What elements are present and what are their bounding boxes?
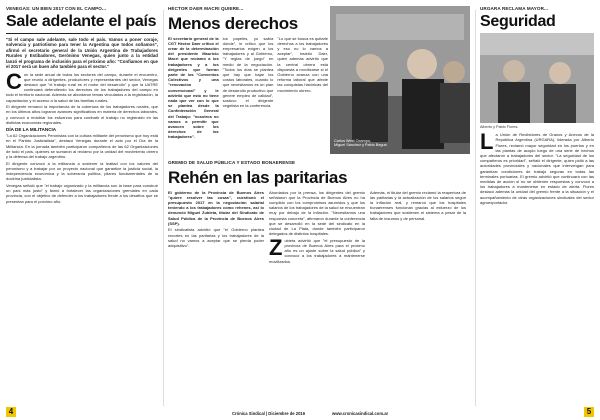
page-number-right: 5: [584, 407, 594, 417]
middle-top-col-1: El secretario general de la CGT Héctor Daer criticó el crear de la determinación del presidente Mauricio Macri que reclamó a los trabajadores y a los dirigentes que fueran parte de los "Convenios Colectivos y una "renovación convencional" y le advirtió que esto no tiene nada que ver con lo que se plantea desde la Confederación General del Trabajo: "nosotros no vamos a permitir que avancen sobre los derechos de los trabajadores".: [168, 35, 219, 140]
daer-photo-graphic: [330, 6, 470, 154]
left-rule: [6, 33, 158, 34]
middle-top-col-3: "Lo que se busca es quitarle derechos a los trabajadores y eso no lo vamos a aceptar", insistió Daer, quien además advirtió que la central obrera está dispuesta a movilizarse si el Gobierno avanza con una reforma laboral que afecte las conquistas históricas del movimiento obrero.: [277, 35, 328, 93]
daer-photo: [330, 6, 470, 154]
middle-bottom-col-1b-text: El sindicalista advirtió que "el Gobierno plantea recortes en las paritarias y los trabajadores de la salud no vamos a aceptar que se pierda poder adquisitivo".: [168, 227, 264, 249]
middle-bottom-kicker: GREMIO DE SALUD PÚBLICA Y ESTADO BONAERENSE: [168, 160, 296, 165]
middle-bottom-col-2b: Zubieta advirtió que "el presupuesto de la provincia de Buenos Aires para el próximo año es un ajuste sobre la salud pública" y convocó a los trabajadores a mantenerse movilizados.: [269, 234, 365, 264]
left-article: [6, 6, 158, 412]
right-dropcap: L: [480, 129, 494, 155]
left-lead: "Si el campo sale adelante, sale todo el país. Vamos a poner coraje, solvencia y patriotismo para tener la Argentina que todos soñamos", afirmó el secretario general de la Unión Argentina de Trabajadores Rurales y Estibadores, Gerónimo Venegas, quien junto a la entidad lanzó el programa de inclusión para el próximo año: "Confiamos en que el 2017 será un buen año también para el sector.": [6, 36, 158, 70]
left-body-2: El dirigente remarcó la importancia de la cobertura de los trabajadores rurales, que en los últimos años lograron avances significativos en materia de derechos laborales, y convocó a redoblar los esfuerzos para combatir el trabajo no registrado en las distintas economías regionales.: [6, 104, 158, 125]
middle-bottom-col-2-text: Abordados por la prensa, los dirigentes del gremio señalaron que la Provincia de Buenos Aires no ha cumplido con los compromisos asumidos y que los salarios de los trabajadores de la salud se encuentran muy por debajo de la inflación. "Necesitamos una respuesta concreta", afirmaron durante la conferencia que se desarrolló en la sede del sindicato en la ciudad de La Plata, donde también participaron delegados de distintos hospitales.: [269, 189, 365, 237]
right-headline: Seguridad: [480, 12, 556, 30]
right-body: La Unión de Recibidores de Granos y Anexos de la República Argentina (URGARA), liderada por Alberto Flores, reclamó mayor seguridad en los puertos y en las plantas de acopio luego de una serie de hechos que afectaron a trabajadores del sector. "La seguridad de los compañeros es prioridad", señaló el dirigente, quien pidió a las autoridades provinciales y nacionales que intervengan para garantizar condiciones de trabajo seguras en todas las terminales portuarias. El gremio advirtió que continuará con las medidas de acción si no se obtienen respuestas y convocó a los trabajadores a mantenerse en estado de alerta. Flores destacó además la unidad del gremio frente a la situación y el acompañamiento de otras organizaciones sindicales del sector agroexportador.: [480, 129, 594, 205]
photo-caption: [334, 139, 388, 148]
right-caption: Alberto y Pablo Flores.: [480, 124, 519, 129]
middle-top-kicker: HÉCTOR DAER MACRI QUIERE...: [168, 6, 244, 11]
middle-bottom-col-1-text: El gobierno de la Provincia de Buenos Aires "quiere resolver las cosas", cuestionó el presupuesto 2017 en la negociación salarial teniendo a los trabajadores como rehenes, así lo denunció Miguel Zubieta, titular del Sindicato de Salud Pública de la Provincia de Buenos Aires (SSP).: [168, 189, 264, 226]
footer-publication: Crónica Sindical | Diciembre de 2016: [232, 411, 306, 416]
left-dropcap: C: [6, 68, 22, 94]
middle-top-col-2: los papeles, yo sabía dónde", le criticó que los empresarios exigen a los trabajadores y al Gobierno, "Y reglas de juego" en medio de la negociación. "Todos los días se plantea que hay que bajar los costos laborales, cuando lo que necesitamos es un plan de desarrollo productivo que genere empleo de calidad", sostuvo el dirigente cegetista en la conferencia.: [222, 35, 274, 109]
right-article: [480, 6, 594, 406]
middle-bottom-article: [168, 160, 470, 410]
middle-bottom-col-1: [168, 190, 264, 266]
left-headline: Sale adelante el país: [6, 12, 157, 30]
page-number-left: 4: [6, 407, 16, 417]
flores-photo: [480, 33, 594, 123]
divider-left: [163, 10, 164, 406]
middle-top-headline: Menos derechos: [168, 13, 298, 33]
footer: [0, 406, 600, 420]
middle-bottom-col-3-text: Además, el titular del gremio reclamó la reapertura de las paritarias y la actualización de los salarios según la inflación real, y remarcó que los hospitales bonaerenses funcionan gracias al esfuerzo de los trabajadores que sostienen el sistema a pesar de la falta de insumos y de personal.: [370, 189, 466, 221]
middle-bottom-col-3: [370, 190, 466, 266]
left-body-4: El dirigente convocó a la militancia a sostener la lealtad con los valores del peronismo y a trabajar por un proyecto nacional que garantice la justicia social, la independencia económica y la soberanía política, pilares fundamentales de la doctrina justicialista.: [6, 160, 158, 182]
divider-right: [475, 10, 476, 406]
left-kicker: VENEGAS: UN BIEN 2017 CON EL CAMPO...: [6, 6, 107, 11]
middle-bottom-headline: Rehén en las paritarias: [168, 167, 348, 187]
photo-caption-line-2: Miguel Sánchez y Pablo Begué.: [334, 143, 388, 148]
middle-bottom-col-2: [269, 190, 365, 266]
flores-photo-graphic: [480, 33, 594, 123]
photo-caption-line-1: Carlos West Ocampo,: [334, 138, 372, 143]
right-kicker: URGARA RECLAMA MAYOR...: [480, 6, 549, 11]
middle-bottom-columns: [168, 190, 470, 266]
left-body-1: Con la sede anual de todos los sectores del campo, durante el encuentro, que reunió a dirigentes, productores y representantes del sector, Venegas destacó que "el trabajo rural es el motor del desarrollo" y que la UATRE continuará defendiendo los derechos de los trabajadores del campo en todo el territorio nacional. Además se abordaron temas vinculados a la registración, la capacitación y el acceso a la salud de las familias rurales.: [6, 68, 158, 103]
footer-website[interactable]: www.cronicasindical.com.ar: [332, 411, 389, 416]
left-body-5: Venegas señaló que "el trabajo organizado y la militancia son la base para construir un país más justo" y llamó a fortalecer las organizaciones gremiales en cada provincia, con el objetivo de defender a los trabajadores frente a los desafíos que se presentan para el próximo año.: [6, 182, 158, 204]
middle-dropcap: Z: [269, 234, 283, 260]
middle-top-columns: [168, 36, 328, 142]
left-subhead: DÍA DE LA MILITANCIA: [6, 127, 57, 133]
left-body-3: "La 62 Organizaciones Peronistas con la cultura militante del peronismo que hoy está en el Partido Justicialista", destacó Venegas durante el acto por el Día de la Militancia. En la jornada también participaron compañeros de las 62 Organizaciones de todo el país, quienes se sumaron al reclamo por la unidad del movimiento obrero y la defensa del trabajo argentino.: [6, 133, 158, 159]
